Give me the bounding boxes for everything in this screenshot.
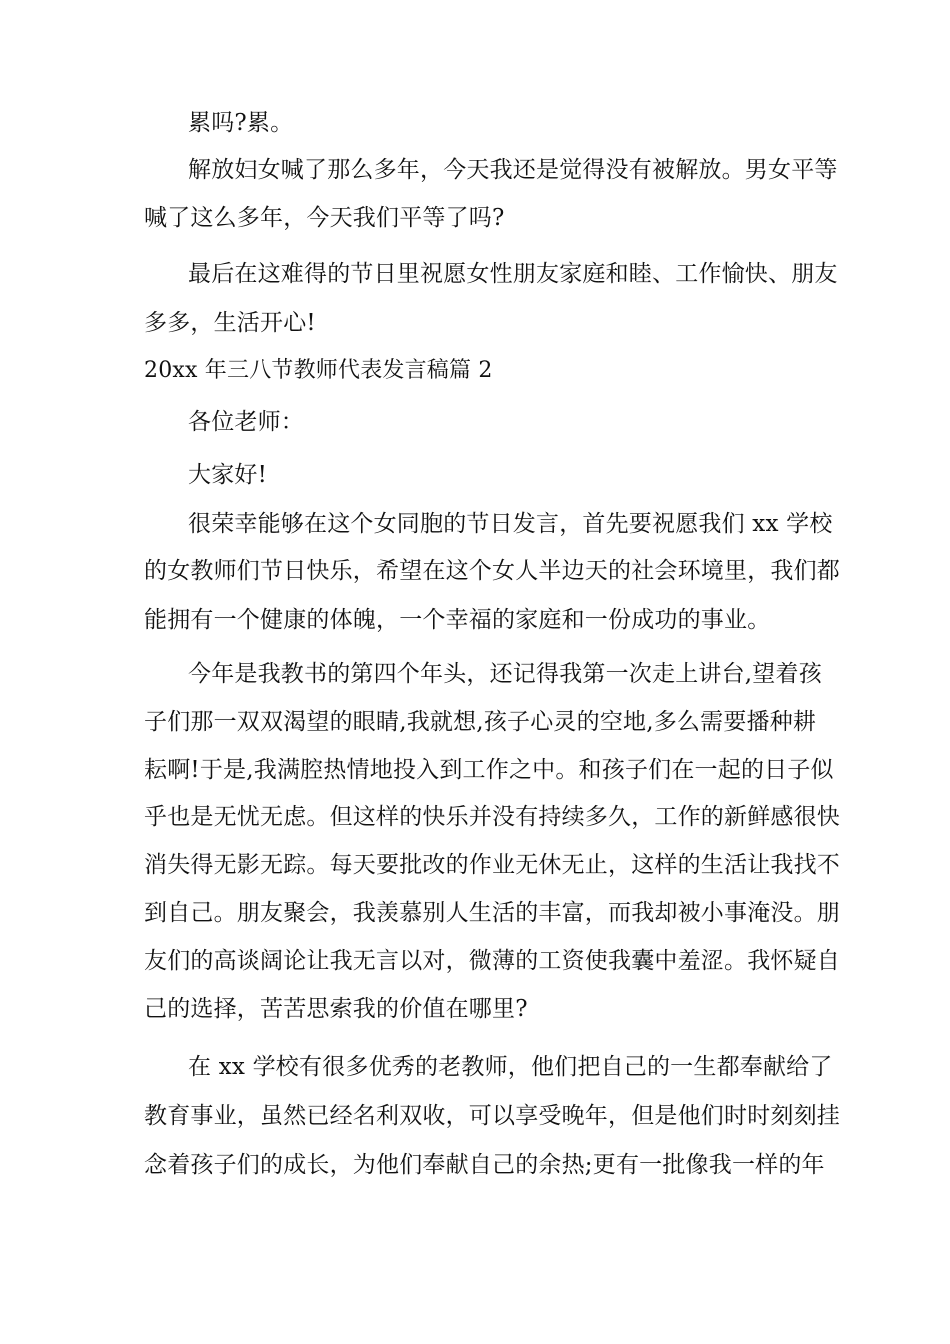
paragraph-line: 喊了这么多年，今天我们平等了吗? xyxy=(144,205,505,231)
paragraph-line: 乎也是无忧无虑。但这样的快乐并没有持续多久，工作的新鲜感很快 xyxy=(144,804,840,830)
paragraph-line: 友们的高谈阔论让我无言以对，微薄的工资使我囊中羞涩。我怀疑自 xyxy=(144,948,840,974)
paragraph-line: 己的选择，苦苦思索我的价值在哪里? xyxy=(144,996,528,1022)
salutation: 各位老师： xyxy=(188,409,304,435)
paragraph-line: 教育事业，虽然已经名利双收，可以享受晚年，但是他们时时刻刻挂 xyxy=(144,1103,840,1129)
paragraph-line: 消失得无影无踪。每天要批改的作业无休无止，这样的生活让我找不 xyxy=(144,852,840,878)
paragraph-line: 解放妇女喊了那么多年，今天我还是觉得没有被解放。男女平等 xyxy=(188,157,838,183)
paragraph-line: 累吗?累。 xyxy=(188,110,294,136)
paragraph-line: 多多，生活开心! xyxy=(144,310,316,336)
paragraph-line: 耘啊!于是,我满腔热情地投入到工作之中。和孩子们在一起的日子似 xyxy=(144,757,834,783)
paragraph-line: 子们那一双双渴望的眼睛,我就想,孩子心灵的空地,多么需要播种耕 xyxy=(144,709,817,735)
paragraph-line: 念着孩子们的成长，为他们奉献自己的余热;更有一批像我一样的年 xyxy=(144,1152,825,1178)
greeting: 大家好! xyxy=(188,462,268,488)
paragraph-line: 的女教师们节日快乐，希望在这个女人半边天的社会环境里，我们都 xyxy=(144,558,840,584)
paragraph-line: 很荣幸能够在这个女同胞的节日发言，首先要祝愿我们 xx 学校 xyxy=(188,511,833,537)
section-heading: 20xx 年三八节教师代表发言稿篇 2 xyxy=(144,358,493,383)
paragraph-line: 在 xx 学校有很多优秀的老教师，他们把自己的一生都奉献给了 xyxy=(188,1054,833,1080)
paragraph-line: 今年是我教书的第四个年头，还记得我第一次走上讲台,望着孩 xyxy=(188,661,822,687)
paragraph-line: 能拥有一个健康的体魄，一个幸福的家庭和一份成功的事业。 xyxy=(144,607,771,633)
paragraph-line: 到自己。朋友聚会，我羡慕别人生活的丰富，而我却被小事淹没。朋 xyxy=(144,900,840,926)
paragraph-line: 最后在这难得的节日里祝愿女性朋友家庭和睦、工作愉快、朋友 xyxy=(188,261,838,287)
